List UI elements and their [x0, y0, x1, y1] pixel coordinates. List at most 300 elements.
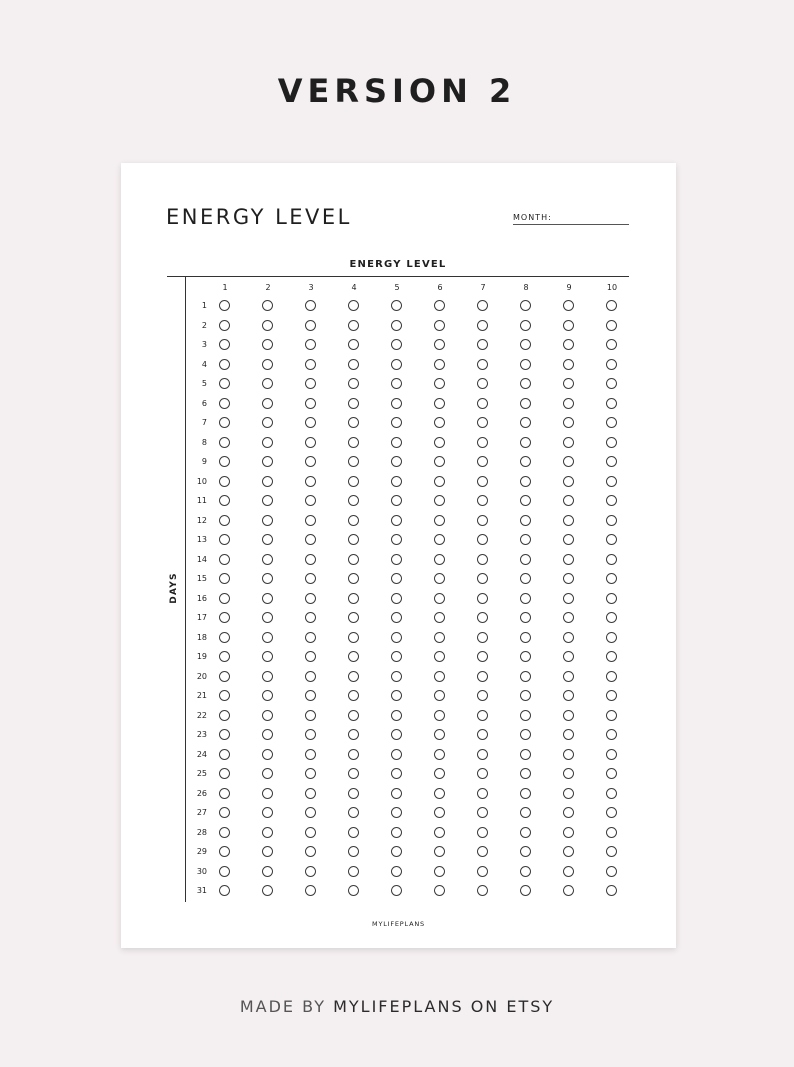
energy-level-circle[interactable] [520, 612, 531, 623]
energy-level-circle[interactable] [477, 846, 488, 857]
energy-level-circle[interactable] [391, 554, 402, 565]
energy-level-circle[interactable] [520, 632, 531, 643]
energy-level-circle[interactable] [520, 476, 531, 487]
energy-level-circle[interactable] [305, 749, 316, 760]
energy-level-circle[interactable] [563, 749, 574, 760]
energy-level-circle[interactable] [520, 710, 531, 721]
energy-level-circle[interactable] [391, 320, 402, 331]
energy-level-circle[interactable] [262, 671, 273, 682]
energy-level-circle[interactable] [520, 456, 531, 467]
energy-level-circle[interactable] [219, 359, 230, 370]
energy-level-circle[interactable] [606, 339, 617, 350]
energy-level-circle[interactable] [434, 866, 445, 877]
energy-level-circle[interactable] [305, 632, 316, 643]
energy-level-circle[interactable] [391, 632, 402, 643]
energy-level-circle[interactable] [262, 378, 273, 389]
energy-level-circle[interactable] [219, 827, 230, 838]
energy-level-circle[interactable] [434, 788, 445, 799]
energy-level-circle[interactable] [520, 690, 531, 701]
energy-level-circle[interactable] [434, 671, 445, 682]
energy-level-circle[interactable] [391, 749, 402, 760]
energy-level-circle[interactable] [348, 710, 359, 721]
energy-level-circle[interactable] [563, 495, 574, 506]
energy-level-circle[interactable] [348, 807, 359, 818]
energy-level-circle[interactable] [305, 671, 316, 682]
energy-level-circle[interactable] [262, 300, 273, 311]
energy-level-circle[interactable] [348, 885, 359, 896]
energy-level-circle[interactable] [391, 593, 402, 604]
energy-level-circle[interactable] [606, 827, 617, 838]
energy-level-circle[interactable] [305, 378, 316, 389]
energy-level-circle[interactable] [434, 456, 445, 467]
energy-level-circle[interactable] [391, 651, 402, 662]
energy-level-circle[interactable] [348, 593, 359, 604]
energy-level-circle[interactable] [348, 534, 359, 545]
energy-level-circle[interactable] [348, 300, 359, 311]
energy-level-circle[interactable] [262, 729, 273, 740]
energy-level-circle[interactable] [520, 573, 531, 584]
energy-level-circle[interactable] [391, 534, 402, 545]
energy-level-circle[interactable] [262, 320, 273, 331]
energy-level-circle[interactable] [219, 593, 230, 604]
energy-level-circle[interactable] [348, 456, 359, 467]
energy-level-circle[interactable] [477, 320, 488, 331]
energy-level-circle[interactable] [219, 437, 230, 448]
energy-level-circle[interactable] [348, 671, 359, 682]
energy-level-circle[interactable] [305, 495, 316, 506]
energy-level-circle[interactable] [262, 827, 273, 838]
energy-level-circle[interactable] [520, 768, 531, 779]
energy-level-circle[interactable] [262, 885, 273, 896]
energy-level-circle[interactable] [520, 651, 531, 662]
energy-level-circle[interactable] [606, 710, 617, 721]
energy-level-circle[interactable] [262, 749, 273, 760]
energy-level-circle[interactable] [262, 515, 273, 526]
energy-level-circle[interactable] [563, 437, 574, 448]
energy-level-circle[interactable] [348, 612, 359, 623]
energy-level-circle[interactable] [606, 749, 617, 760]
energy-level-circle[interactable] [262, 456, 273, 467]
energy-level-circle[interactable] [348, 749, 359, 760]
energy-level-circle[interactable] [348, 768, 359, 779]
energy-level-circle[interactable] [477, 515, 488, 526]
energy-level-circle[interactable] [305, 573, 316, 584]
energy-level-circle[interactable] [434, 573, 445, 584]
energy-level-circle[interactable] [219, 632, 230, 643]
energy-level-circle[interactable] [305, 612, 316, 623]
energy-level-circle[interactable] [563, 885, 574, 896]
energy-level-circle[interactable] [305, 359, 316, 370]
energy-level-circle[interactable] [563, 807, 574, 818]
energy-level-circle[interactable] [305, 593, 316, 604]
energy-level-circle[interactable] [434, 710, 445, 721]
energy-level-circle[interactable] [348, 378, 359, 389]
energy-level-circle[interactable] [606, 417, 617, 428]
energy-level-circle[interactable] [219, 885, 230, 896]
energy-level-circle[interactable] [563, 651, 574, 662]
energy-level-circle[interactable] [391, 710, 402, 721]
energy-level-circle[interactable] [477, 807, 488, 818]
energy-level-circle[interactable] [520, 846, 531, 857]
energy-level-circle[interactable] [219, 749, 230, 760]
energy-level-circle[interactable] [391, 729, 402, 740]
energy-level-circle[interactable] [563, 534, 574, 545]
energy-level-circle[interactable] [262, 398, 273, 409]
energy-level-circle[interactable] [219, 515, 230, 526]
energy-level-circle[interactable] [520, 729, 531, 740]
energy-level-circle[interactable] [262, 437, 273, 448]
energy-level-circle[interactable] [348, 729, 359, 740]
energy-level-circle[interactable] [262, 476, 273, 487]
energy-level-circle[interactable] [348, 632, 359, 643]
energy-level-circle[interactable] [348, 827, 359, 838]
energy-level-circle[interactable] [348, 417, 359, 428]
energy-level-circle[interactable] [305, 885, 316, 896]
energy-level-circle[interactable] [219, 476, 230, 487]
energy-level-circle[interactable] [434, 729, 445, 740]
energy-level-circle[interactable] [262, 651, 273, 662]
energy-level-circle[interactable] [305, 398, 316, 409]
energy-level-circle[interactable] [391, 866, 402, 877]
energy-level-circle[interactable] [262, 495, 273, 506]
energy-level-circle[interactable] [219, 768, 230, 779]
energy-level-circle[interactable] [219, 866, 230, 877]
energy-level-circle[interactable] [305, 866, 316, 877]
energy-level-circle[interactable] [606, 534, 617, 545]
energy-level-circle[interactable] [434, 378, 445, 389]
energy-level-circle[interactable] [563, 378, 574, 389]
energy-level-circle[interactable] [477, 632, 488, 643]
energy-level-circle[interactable] [434, 846, 445, 857]
energy-level-circle[interactable] [477, 749, 488, 760]
energy-level-circle[interactable] [606, 495, 617, 506]
energy-level-circle[interactable] [305, 827, 316, 838]
energy-level-circle[interactable] [606, 359, 617, 370]
energy-level-circle[interactable] [434, 632, 445, 643]
energy-level-circle[interactable] [348, 690, 359, 701]
energy-level-circle[interactable] [348, 554, 359, 565]
energy-level-circle[interactable] [262, 573, 273, 584]
energy-level-circle[interactable] [391, 612, 402, 623]
energy-level-circle[interactable] [477, 554, 488, 565]
energy-level-circle[interactable] [477, 534, 488, 545]
energy-level-circle[interactable] [434, 437, 445, 448]
energy-level-circle[interactable] [563, 573, 574, 584]
energy-level-circle[interactable] [606, 554, 617, 565]
energy-level-circle[interactable] [434, 359, 445, 370]
energy-level-circle[interactable] [563, 554, 574, 565]
energy-level-circle[interactable] [434, 495, 445, 506]
energy-level-circle[interactable] [219, 612, 230, 623]
energy-level-circle[interactable] [606, 515, 617, 526]
energy-level-circle[interactable] [520, 671, 531, 682]
energy-level-circle[interactable] [477, 690, 488, 701]
energy-level-circle[interactable] [219, 710, 230, 721]
energy-level-circle[interactable] [563, 593, 574, 604]
energy-level-circle[interactable] [563, 456, 574, 467]
energy-level-circle[interactable] [477, 827, 488, 838]
energy-level-circle[interactable] [520, 398, 531, 409]
energy-level-circle[interactable] [606, 866, 617, 877]
energy-level-circle[interactable] [606, 612, 617, 623]
energy-level-circle[interactable] [563, 359, 574, 370]
energy-level-circle[interactable] [477, 729, 488, 740]
energy-level-circle[interactable] [606, 476, 617, 487]
energy-level-circle[interactable] [219, 846, 230, 857]
energy-level-circle[interactable] [606, 437, 617, 448]
energy-level-circle[interactable] [477, 573, 488, 584]
energy-level-circle[interactable] [391, 807, 402, 818]
energy-level-circle[interactable] [520, 359, 531, 370]
energy-level-circle[interactable] [305, 788, 316, 799]
energy-level-circle[interactable] [606, 651, 617, 662]
energy-level-circle[interactable] [348, 339, 359, 350]
energy-level-circle[interactable] [477, 651, 488, 662]
month-write-line[interactable] [513, 224, 629, 225]
energy-level-circle[interactable] [563, 417, 574, 428]
energy-level-circle[interactable] [391, 378, 402, 389]
energy-level-circle[interactable] [434, 320, 445, 331]
energy-level-circle[interactable] [305, 320, 316, 331]
energy-level-circle[interactable] [391, 417, 402, 428]
energy-level-circle[interactable] [219, 495, 230, 506]
energy-level-circle[interactable] [348, 320, 359, 331]
energy-level-circle[interactable] [563, 515, 574, 526]
energy-level-circle[interactable] [477, 300, 488, 311]
energy-level-circle[interactable] [520, 378, 531, 389]
energy-level-circle[interactable] [563, 476, 574, 487]
energy-level-circle[interactable] [563, 612, 574, 623]
energy-level-circle[interactable] [477, 612, 488, 623]
energy-level-circle[interactable] [305, 456, 316, 467]
energy-level-circle[interactable] [434, 651, 445, 662]
energy-level-circle[interactable] [262, 788, 273, 799]
energy-level-circle[interactable] [348, 495, 359, 506]
energy-level-circle[interactable] [477, 437, 488, 448]
energy-level-circle[interactable] [434, 339, 445, 350]
energy-level-circle[interactable] [262, 554, 273, 565]
energy-level-circle[interactable] [262, 690, 273, 701]
energy-level-circle[interactable] [305, 554, 316, 565]
energy-level-circle[interactable] [520, 495, 531, 506]
energy-level-circle[interactable] [520, 534, 531, 545]
energy-level-circle[interactable] [262, 417, 273, 428]
energy-level-circle[interactable] [606, 593, 617, 604]
energy-level-circle[interactable] [520, 339, 531, 350]
energy-level-circle[interactable] [520, 827, 531, 838]
energy-level-circle[interactable] [477, 339, 488, 350]
energy-level-circle[interactable] [219, 378, 230, 389]
energy-level-circle[interactable] [520, 417, 531, 428]
energy-level-circle[interactable] [305, 515, 316, 526]
energy-level-circle[interactable] [219, 671, 230, 682]
energy-level-circle[interactable] [305, 729, 316, 740]
energy-level-circle[interactable] [606, 398, 617, 409]
energy-level-circle[interactable] [391, 827, 402, 838]
energy-level-circle[interactable] [391, 437, 402, 448]
energy-level-circle[interactable] [391, 690, 402, 701]
energy-level-circle[interactable] [606, 632, 617, 643]
energy-level-circle[interactable] [520, 554, 531, 565]
energy-level-circle[interactable] [391, 495, 402, 506]
energy-level-circle[interactable] [520, 515, 531, 526]
energy-level-circle[interactable] [520, 788, 531, 799]
energy-level-circle[interactable] [305, 768, 316, 779]
energy-level-circle[interactable] [520, 593, 531, 604]
energy-level-circle[interactable] [477, 456, 488, 467]
energy-level-circle[interactable] [434, 885, 445, 896]
energy-level-circle[interactable] [563, 729, 574, 740]
energy-level-circle[interactable] [391, 788, 402, 799]
energy-level-circle[interactable] [477, 398, 488, 409]
energy-level-circle[interactable] [262, 768, 273, 779]
energy-level-circle[interactable] [262, 632, 273, 643]
energy-level-circle[interactable] [219, 417, 230, 428]
energy-level-circle[interactable] [477, 378, 488, 389]
energy-level-circle[interactable] [477, 495, 488, 506]
energy-level-circle[interactable] [391, 300, 402, 311]
energy-level-circle[interactable] [262, 359, 273, 370]
energy-level-circle[interactable] [563, 339, 574, 350]
energy-level-circle[interactable] [434, 749, 445, 760]
energy-level-circle[interactable] [563, 866, 574, 877]
energy-level-circle[interactable] [391, 339, 402, 350]
energy-level-circle[interactable] [348, 573, 359, 584]
energy-level-circle[interactable] [477, 768, 488, 779]
energy-level-circle[interactable] [434, 827, 445, 838]
energy-level-circle[interactable] [391, 846, 402, 857]
energy-level-circle[interactable] [348, 651, 359, 662]
energy-level-circle[interactable] [563, 768, 574, 779]
energy-level-circle[interactable] [305, 534, 316, 545]
energy-level-circle[interactable] [563, 846, 574, 857]
energy-level-circle[interactable] [606, 671, 617, 682]
energy-level-circle[interactable] [520, 807, 531, 818]
energy-level-circle[interactable] [305, 437, 316, 448]
energy-level-circle[interactable] [477, 476, 488, 487]
energy-level-circle[interactable] [563, 671, 574, 682]
energy-level-circle[interactable] [391, 398, 402, 409]
energy-level-circle[interactable] [477, 417, 488, 428]
energy-level-circle[interactable] [305, 690, 316, 701]
energy-level-circle[interactable] [391, 359, 402, 370]
energy-level-circle[interactable] [262, 846, 273, 857]
energy-level-circle[interactable] [434, 515, 445, 526]
energy-level-circle[interactable] [305, 476, 316, 487]
energy-level-circle[interactable] [262, 339, 273, 350]
energy-level-circle[interactable] [563, 300, 574, 311]
energy-level-circle[interactable] [477, 710, 488, 721]
energy-level-circle[interactable] [348, 788, 359, 799]
energy-level-circle[interactable] [563, 320, 574, 331]
energy-level-circle[interactable] [219, 554, 230, 565]
energy-level-circle[interactable] [520, 320, 531, 331]
energy-level-circle[interactable] [305, 300, 316, 311]
energy-level-circle[interactable] [434, 807, 445, 818]
energy-level-circle[interactable] [262, 710, 273, 721]
energy-level-circle[interactable] [262, 534, 273, 545]
energy-level-circle[interactable] [262, 866, 273, 877]
energy-level-circle[interactable] [606, 378, 617, 389]
energy-level-circle[interactable] [219, 320, 230, 331]
energy-level-circle[interactable] [477, 593, 488, 604]
energy-level-circle[interactable] [477, 788, 488, 799]
energy-level-circle[interactable] [391, 671, 402, 682]
energy-level-circle[interactable] [520, 866, 531, 877]
energy-level-circle[interactable] [434, 690, 445, 701]
energy-level-circle[interactable] [434, 554, 445, 565]
energy-level-circle[interactable] [219, 339, 230, 350]
energy-level-circle[interactable] [219, 534, 230, 545]
energy-level-circle[interactable] [434, 398, 445, 409]
energy-level-circle[interactable] [219, 651, 230, 662]
energy-level-circle[interactable] [563, 710, 574, 721]
energy-level-circle[interactable] [348, 359, 359, 370]
energy-level-circle[interactable] [305, 417, 316, 428]
energy-level-circle[interactable] [219, 300, 230, 311]
energy-level-circle[interactable] [391, 476, 402, 487]
energy-level-circle[interactable] [606, 729, 617, 740]
energy-level-circle[interactable] [434, 417, 445, 428]
energy-level-circle[interactable] [477, 885, 488, 896]
energy-level-circle[interactable] [520, 885, 531, 896]
energy-level-circle[interactable] [219, 788, 230, 799]
energy-level-circle[interactable] [262, 593, 273, 604]
energy-level-circle[interactable] [348, 515, 359, 526]
energy-level-circle[interactable] [434, 300, 445, 311]
energy-level-circle[interactable] [305, 339, 316, 350]
energy-level-circle[interactable] [606, 320, 617, 331]
energy-level-circle[interactable] [563, 398, 574, 409]
energy-level-circle[interactable] [219, 729, 230, 740]
energy-level-circle[interactable] [563, 788, 574, 799]
energy-level-circle[interactable] [305, 807, 316, 818]
energy-level-circle[interactable] [348, 846, 359, 857]
energy-level-circle[interactable] [606, 788, 617, 799]
energy-level-circle[interactable] [606, 456, 617, 467]
energy-level-circle[interactable] [520, 437, 531, 448]
energy-level-circle[interactable] [520, 749, 531, 760]
energy-level-circle[interactable] [219, 456, 230, 467]
energy-level-circle[interactable] [305, 651, 316, 662]
energy-level-circle[interactable] [391, 456, 402, 467]
energy-level-circle[interactable] [606, 846, 617, 857]
energy-level-circle[interactable] [606, 300, 617, 311]
energy-level-circle[interactable] [305, 710, 316, 721]
energy-level-circle[interactable] [262, 612, 273, 623]
energy-level-circle[interactable] [606, 768, 617, 779]
energy-level-circle[interactable] [262, 807, 273, 818]
energy-level-circle[interactable] [305, 846, 316, 857]
energy-level-circle[interactable] [219, 573, 230, 584]
energy-level-circle[interactable] [606, 573, 617, 584]
energy-level-circle[interactable] [219, 807, 230, 818]
energy-level-circle[interactable] [477, 671, 488, 682]
energy-level-circle[interactable] [606, 807, 617, 818]
energy-level-circle[interactable] [219, 690, 230, 701]
energy-level-circle[interactable] [219, 398, 230, 409]
energy-level-circle[interactable] [434, 612, 445, 623]
energy-level-circle[interactable] [434, 768, 445, 779]
energy-level-circle[interactable] [477, 866, 488, 877]
energy-level-circle[interactable] [434, 476, 445, 487]
energy-level-circle[interactable] [520, 300, 531, 311]
energy-level-circle[interactable] [434, 593, 445, 604]
energy-level-circle[interactable] [348, 866, 359, 877]
energy-level-circle[interactable] [606, 885, 617, 896]
energy-level-circle[interactable] [477, 359, 488, 370]
energy-level-circle[interactable] [391, 768, 402, 779]
